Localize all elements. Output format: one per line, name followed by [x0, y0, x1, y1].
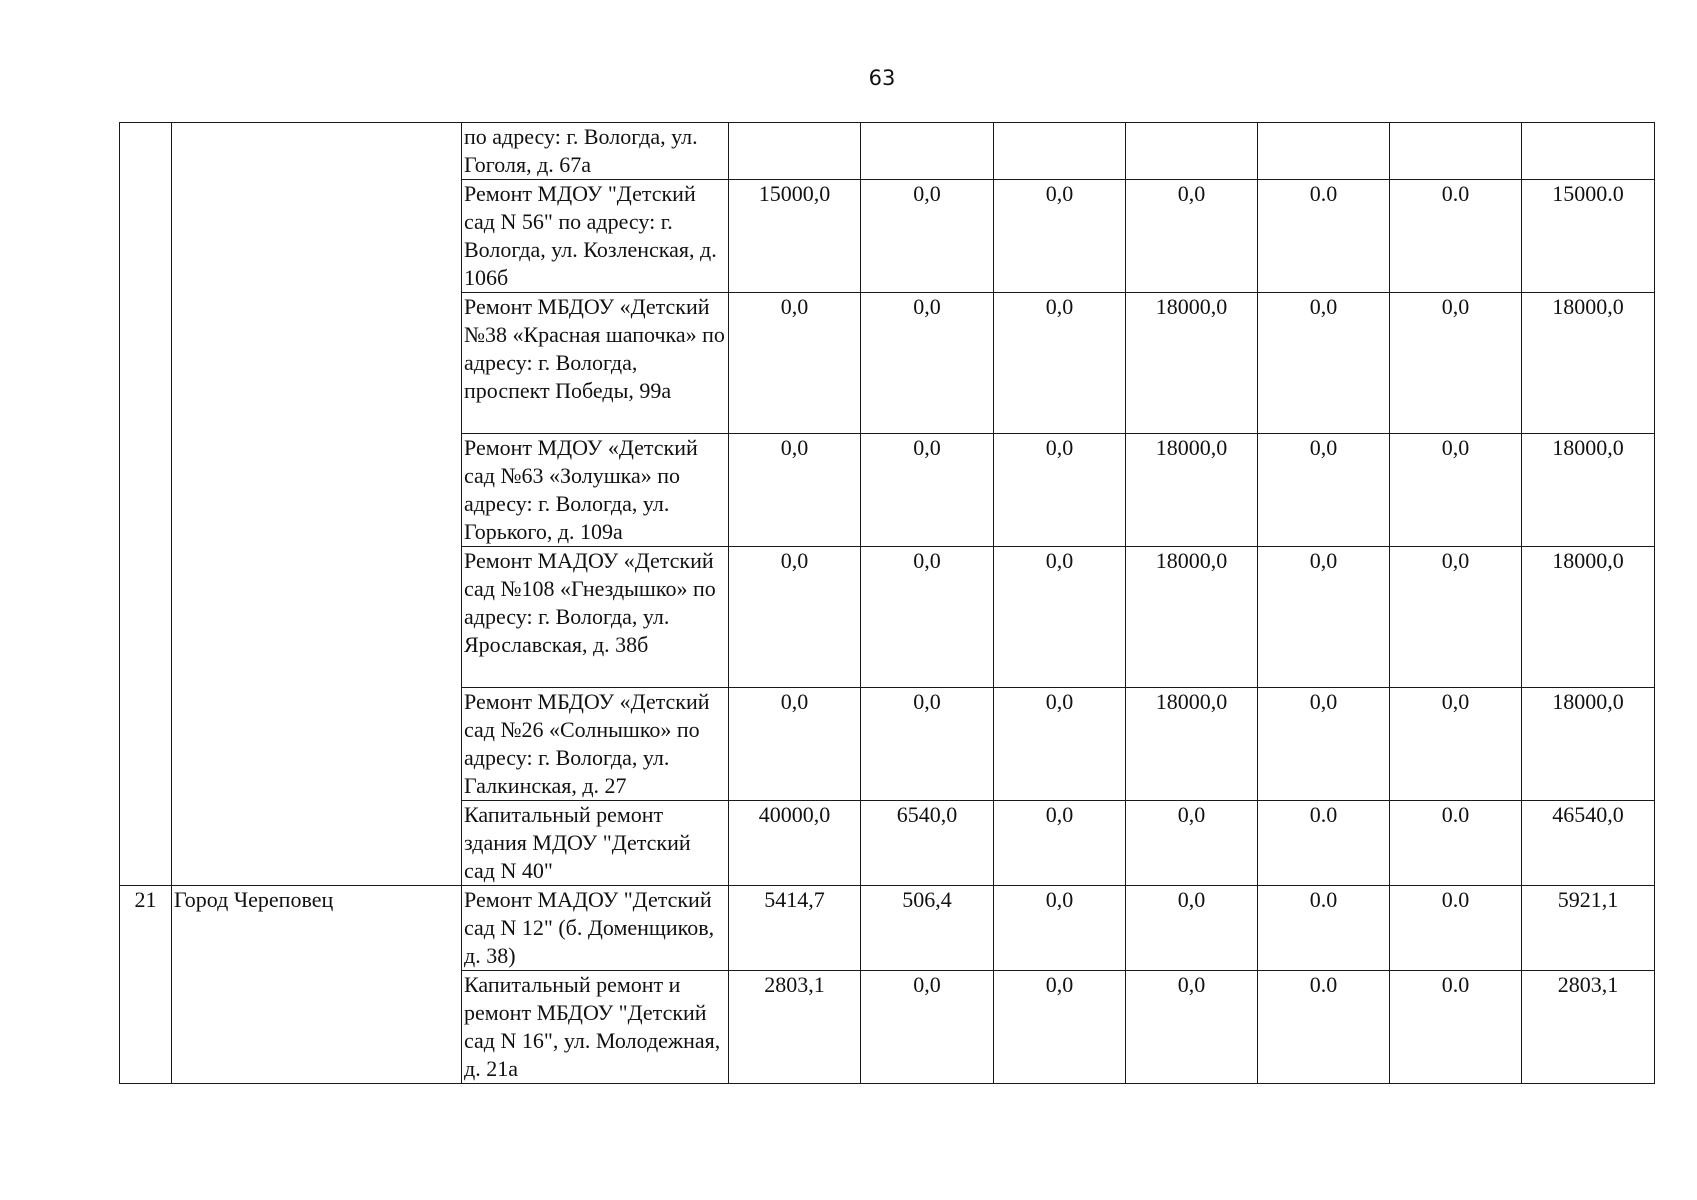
page-number: 63: [868, 66, 896, 90]
value-cell: 40000,0: [729, 801, 861, 886]
table-row: [120, 886, 1655, 971]
value-cell: 0,0: [1258, 293, 1390, 434]
project-description: Ремонт МБДОУ «Детский №38 «Красная шапочка» по адресу: г. Вологда, проспект Победы, 99а: [462, 293, 729, 434]
value-cell: 18000,0: [1126, 434, 1258, 547]
value-cell: 0.0: [1390, 801, 1522, 886]
value-cell: 5414,7: [729, 886, 861, 971]
value-cell: 0,0: [994, 180, 1126, 293]
funding-table: [119, 122, 1655, 1084]
row-index-cell: 21: [120, 886, 172, 1084]
value-cell: 0,0: [861, 180, 994, 293]
value-cell: 2803,1: [729, 971, 861, 1084]
value-cell: 0,0: [1390, 434, 1522, 547]
project-description: Ремонт МДОУ «Детский сад №63 «Золушка» по адресу: г. Вологда, ул. Горького, д. 109а: [462, 434, 729, 547]
value-cell: 0,0: [861, 547, 994, 688]
value-cell: 0,0: [994, 688, 1126, 801]
value-cell: 0,0: [1126, 180, 1258, 293]
value-cell: 0,0: [1258, 688, 1390, 801]
value-cell: 506,4: [861, 886, 994, 971]
total-cell: 18000,0: [1522, 434, 1655, 547]
value-cell: 0.0: [1258, 180, 1390, 293]
municipality-cell: [172, 123, 462, 886]
project-description: Ремонт МБДОУ «Детский сад №26 «Солнышко» по адресу: г. Вологда, ул. Галкинская, д. 27: [462, 688, 729, 801]
project-description: Ремонт МАДОУ "Детский сад N 12" (б. Доменщиков, д. 38): [462, 886, 729, 971]
project-description: по адресу: г. Вологда, ул. Гоголя, д. 67а: [462, 123, 729, 180]
total-cell: 5921,1: [1522, 886, 1655, 971]
value-cell: 6540,0: [861, 801, 994, 886]
total-cell: 18000,0: [1522, 688, 1655, 801]
value-cell: 0,0: [729, 688, 861, 801]
value-cell: 0.0: [1258, 801, 1390, 886]
total-cell: 46540,0: [1522, 801, 1655, 886]
value-cell: [1390, 123, 1522, 180]
value-cell: 0,0: [861, 688, 994, 801]
value-cell: 0,0: [861, 971, 994, 1084]
value-cell: 0,0: [1258, 434, 1390, 547]
value-cell: 0,0: [861, 434, 994, 547]
value-cell: 0,0: [994, 971, 1126, 1084]
value-cell: 0,0: [994, 547, 1126, 688]
value-cell: 0,0: [1390, 547, 1522, 688]
value-cell: 0.0: [1258, 886, 1390, 971]
value-cell: 0,0: [729, 434, 861, 547]
value-cell: 0,0: [1126, 886, 1258, 971]
value-cell: 0,0: [1126, 801, 1258, 886]
value-cell: 0.0: [1390, 180, 1522, 293]
value-cell: 15000,0: [729, 180, 861, 293]
value-cell: 0,0: [729, 293, 861, 434]
row-index-cell: [120, 123, 172, 886]
project-description: Ремонт МАДОУ «Детский сад №108 «Гнездышко» по адресу: г. Вологда, ул. Ярославская, д. 38б: [462, 547, 729, 688]
total-cell: 18000,0: [1522, 547, 1655, 688]
project-description: Ремонт МДОУ "Детский сад N 56" по адресу: г. Вологда, ул. Козленская, д. 106б: [462, 180, 729, 293]
value-cell: 0,0: [1258, 547, 1390, 688]
value-cell: 0,0: [1126, 971, 1258, 1084]
value-cell: 0.0: [1258, 971, 1390, 1084]
value-cell: [1126, 123, 1258, 180]
value-cell: [729, 123, 861, 180]
value-cell: 0.0: [1390, 971, 1522, 1084]
total-cell: 18000,0: [1522, 293, 1655, 434]
value-cell: [1258, 123, 1390, 180]
project-description: Капитальный ремонт и ремонт МБДОУ "Детский сад N 16", ул. Молодежная, д. 21а: [462, 971, 729, 1084]
value-cell: 18000,0: [1126, 688, 1258, 801]
value-cell: 0,0: [994, 801, 1126, 886]
value-cell: 18000,0: [1126, 293, 1258, 434]
value-cell: 0,0: [994, 434, 1126, 547]
value-cell: [861, 123, 994, 180]
table-row: [120, 123, 1655, 180]
value-cell: [994, 123, 1126, 180]
value-cell: 0,0: [994, 886, 1126, 971]
value-cell: 0,0: [861, 293, 994, 434]
value-cell: 0,0: [1390, 293, 1522, 434]
value-cell: 0,0: [1390, 688, 1522, 801]
total-cell: 15000.0: [1522, 180, 1655, 293]
total-cell: 2803,1: [1522, 971, 1655, 1084]
municipality-cell: Город Череповец: [172, 886, 462, 1084]
project-description: Капитальный ремонт здания МДОУ "Детский сад N 40": [462, 801, 729, 886]
value-cell: 0,0: [994, 293, 1126, 434]
value-cell: 18000,0: [1126, 547, 1258, 688]
value-cell: 0.0: [1390, 886, 1522, 971]
value-cell: 0,0: [729, 547, 861, 688]
total-cell: [1522, 123, 1655, 180]
